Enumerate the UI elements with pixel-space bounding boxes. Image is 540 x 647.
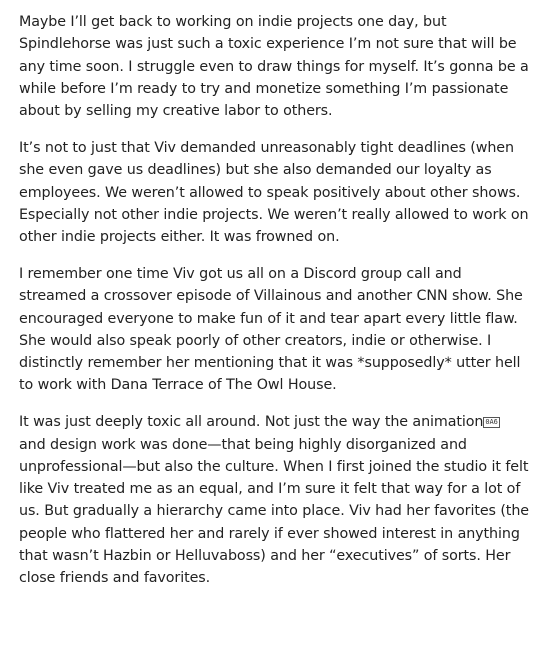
- post-paragraph-4-start: It was just deeply toxic all around. Not just the way the animation: [19, 414, 484, 431]
- post-paragraph-3: I remember one time Viv got us all on a Discord group call and streamed a crossover episode of Villainous and another CNN show. She encouraged everyone to make fun of it and tear apart every little flaw. She would also speak poorly of other creators, indie or otherwise. I distinctly remember her mentioning that it was *supposedly* utter hell to work with Dana Terrace of The Owl House.: [19, 265, 523, 394]
- post-paragraph-4: [19, 411, 529, 589]
- post-body: [19, 11, 529, 604]
- post-paragraph-4-rest: and design work was done—that being highly disorganized and unprofessional—but also the culture. When I first joined the studio it felt like Viv treated me as an equal, and I’m sure it felt that way for a lot of us. But gradually a hierarchy came into place. Viv had her favorites (the people who flattered her and rarely if ever showed interest in anything that wasn’t Hazbin or Helluvaboss) and her “executives” of sorts. Her close friends and favorites.: [19, 436, 529, 587]
- unknown-character-glyph: 0A6: [485, 418, 498, 427]
- post-paragraph-2: It’s not to just that Viv demanded unreasonably tight deadlines (when she even gave us deadlines) but she also demanded our loyalty as employees. We weren’t allowed to speak positively about other shows. Especially not other indie projects. We weren’t really allowed to work on other indie projects either. It was frowned on.: [19, 139, 529, 246]
- post-paragraph-1: Maybe I’ll get back to working on indie projects one day, but Spindlehorse was just such a toxic experience I’m not sure that will be any time soon. I struggle even to draw things for myself. It’s gonna be a while before I’m ready to try and monetize something I’m passionate about by selling my creative labor to others.: [19, 14, 529, 120]
